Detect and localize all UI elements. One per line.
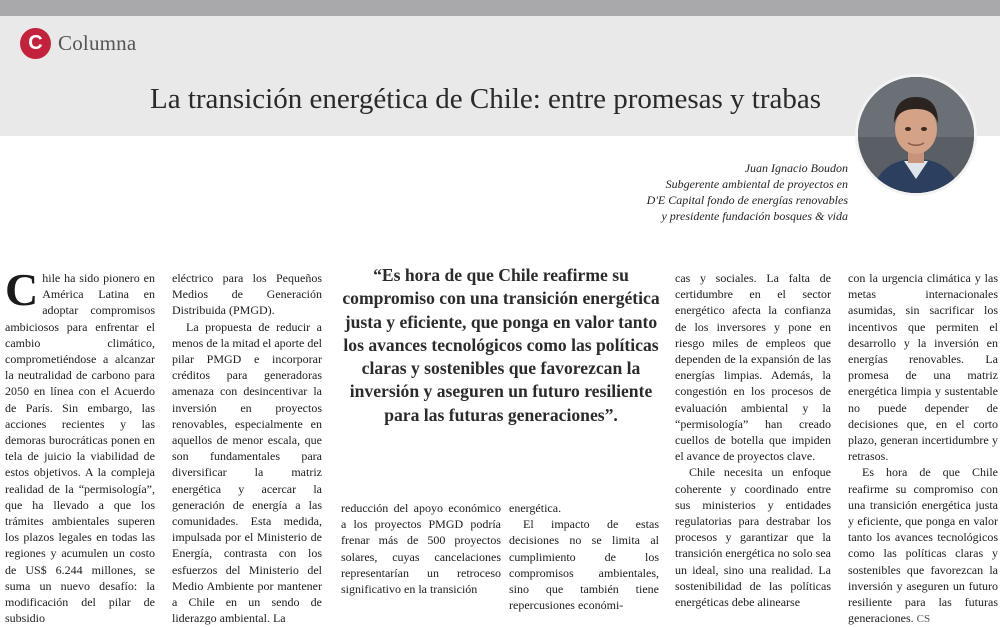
drop-cap: C <box>5 264 39 315</box>
author-photo <box>855 74 977 196</box>
author-byline <box>647 160 848 224</box>
author-name: Juan Ignacio Boudon <box>744 161 848 175</box>
article-column-3 <box>341 500 501 597</box>
article-column-5 <box>675 270 831 610</box>
paragraph: La propuesta de reducir a menos de la mitad el aporte del pilar PMGD e incorporar créditos para generadoras amenaza con desincentivar la inversión en proyectos renovables, especialmente en aquellos de menor escala, que son fundamentales para diversificar la matriz energética y acercar la generación de energía a las comunidades. Esta medida, impulsada por el Ministerio de Energía, contrasta con los esfuerzos del Ministerio del Medio Ambiente por mantener a Chile en un sendo de liderazgo ambiental. La <box>172 319 322 626</box>
article-column-4 <box>509 500 659 613</box>
top-rule <box>0 0 1000 16</box>
article-column-2 <box>172 270 322 626</box>
paragraph: Es hora de que Chile reafirme su compromiso con una transición energética justa y eficiente, que ponga en valor tanto los avances tecnológicos como las políticas claras y sostenibles que favorezcan la inversión y aseguren un futuro resiliente para las futuras generaciones. <box>848 465 998 626</box>
paragraph: hile ha sido pionero en América Latina en adoptar compromisos ambiciosos para enfrentar el cambio climático, comprometiéndose a alcanzar la neutralidad de carbono para 2050 en línea con el Acuerdo de París. Sin embargo, las acciones recientes y las demoras burocráticas ponen en tela de juicio la viabilidad de estos objetivos. A la compleja realidad de la “permisología”, que ha llevado a que los trámites ambientales superen los plazos legales en todas las regiones y acumulen un costo de US$ 6.244 millones, se suma un nuevo desafío: la modificación del pilar de subsidio <box>5 271 155 626</box>
header-band <box>0 16 1000 136</box>
article-column-6 <box>848 270 998 627</box>
paragraph: Chile necesita un enfoque coherente y coordinado entre sus ministerios y entidades regulatorias para destrabar los procesos y garantizar que la transición energética no solo sea un ideal, sino una realidad. La sostenibilidad de las políticas energéticas debe alinearse <box>675 465 831 610</box>
headline: La transición energética de Chile: entre promesas y trabas <box>150 83 822 115</box>
author-role-line: y presidente fundación bosques & vida <box>661 209 848 223</box>
paragraph: con la urgencia climática y las metas internacionales asumidas, sin sacrificar los incentivos que permiten el desarrollo y la inversión en energías renovables. La promesa de una matriz energética limpia y sustentable no puede depender de decisiones que, en el corto plazo, generan incertidumbre y retrasos. <box>848 271 998 464</box>
paragraph: reducción del apoyo económico a los proyectos PMGD podría frenar más de 500 proyectos solares, cuyas cancelaciones representarían un retroceso significativo en la transición <box>341 501 501 597</box>
section-label: Columna <box>58 31 137 55</box>
paragraph: energética. <box>509 501 562 515</box>
article-column-1 <box>5 264 155 626</box>
column-badge-icon: C <box>20 28 51 59</box>
author-portrait-icon <box>858 77 974 193</box>
paragraph: cas y sociales. La falta de certidumbre en el sector energético afecta la confianza de los inversores y pone en riesgo miles de empleos que dependen de la expansión de las energías limpias. Además, la congestión en los procesos de evaluación ambiental y la “permisología” han creado cuellos de botella que impiden el avance de proyectos clave. <box>675 271 831 464</box>
author-role-line: D'E Capital fondo de energías renovables <box>646 193 848 207</box>
end-mark: CS <box>916 613 931 626</box>
author-role-line: Subgerente ambiental de proyectos en <box>665 177 848 191</box>
pull-quote: “Es hora de que Chile reafirme su compromiso con una transición energética justa y eficiente, que ponga en valor tanto los avances tecnológicos como las políticas claras y sostenibles que favorezcan la inversión y aseguren un futuro resiliente para las futuras generaciones”. <box>342 265 660 425</box>
paragraph: El impacto de estas decisiones no se limita al cumplimiento de los compromisos ambientales, sino que también tiene repercusiones económi- <box>509 517 659 613</box>
paragraph: eléctrico para los Pequeños Medios de Generación Distribuida (PMGD). <box>172 271 322 318</box>
